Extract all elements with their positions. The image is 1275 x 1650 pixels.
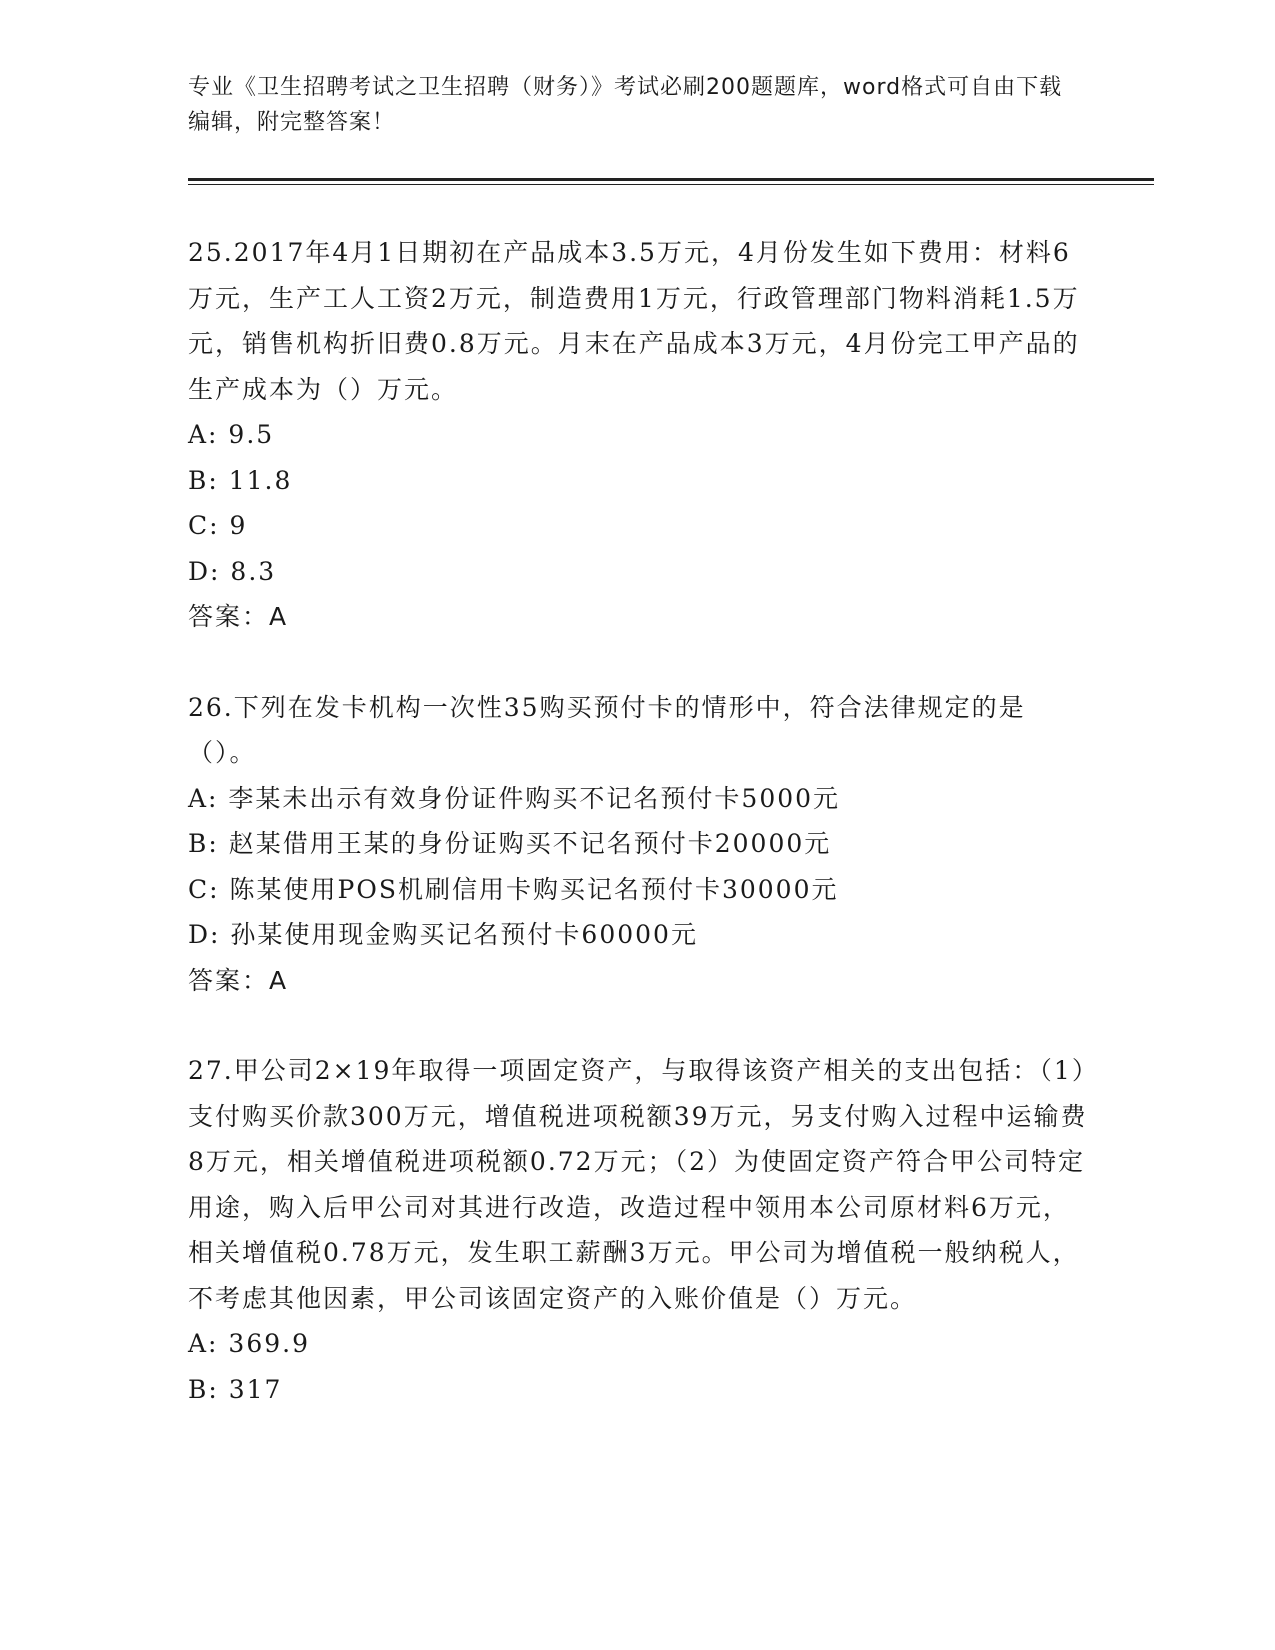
page-header: 专业《卫生招聘考试之卫生招聘（财务）》考试必刷200题题库，word格式可自由下载编辑，附完整答案！ — [188, 75, 1063, 135]
option-d: D: 8.3 — [188, 556, 277, 586]
answer-label: 答案：A — [188, 965, 289, 995]
option-a: A: 369.9 — [188, 1329, 310, 1358]
question-27 — [188, 1048, 1088, 1412]
option-d: D: 孙某使用现金购买记名预付卡60000元 — [188, 920, 698, 949]
question-stem: 25.2017年4月1日期初在产品成本3.5万元，4月份发生如下费用：材料6万元，生产工人工资2万元，制造费用1万元，行政管理部门物料消耗1.5万元，销售机构折旧费0.8万元。月末在产品成本3万元，4月份完工甲产品的生产成本为（）万元。 — [188, 238, 1080, 404]
question-26 — [188, 685, 1088, 1004]
option-a: A: 9.5 — [188, 420, 275, 449]
header-divider-thick — [188, 178, 1154, 181]
option-c: C: 陈某使用POS机刷信用卡购买记名预付卡30000元 — [188, 874, 839, 904]
option-b: B: 赵某借用王某的身份证购买不记名预付卡20000元 — [188, 829, 832, 858]
option-b: B: 11.8 — [188, 465, 293, 495]
question-25 — [188, 230, 1088, 640]
header-divider-thin — [188, 184, 1154, 185]
question-list — [188, 230, 1088, 1457]
answer-label: 答案：A — [188, 602, 289, 631]
option-a: A: 李某未出示有效身份证件购买不记名预付卡5000元 — [188, 783, 841, 813]
question-stem: 27.甲公司2×19年取得一项固定资产，与取得该资产相关的支出包括：（1）支付购买价款300万元，增值税进项税额39万元，另支付购入过程中运输费8万元，相关增值税进项税额0.72万元；（2）为使固定资产符合甲公司特定用途，购入后甲公司对其进行改造，改造过程中领用本公司原材料6万元，相关增值税0.78万元，发生职工薪酬3万元。甲公司为增值税一般纳税人，不考虑其他因素，甲公司该固定资产的入账价值是（）万元。 — [188, 1056, 1088, 1313]
option-b: B: 317 — [188, 1374, 283, 1404]
option-c: C: 9 — [188, 511, 248, 540]
question-stem: 26.下列在发卡机构一次性35购买预付卡的情形中，符合法律规定的是（）。 — [188, 692, 1026, 767]
